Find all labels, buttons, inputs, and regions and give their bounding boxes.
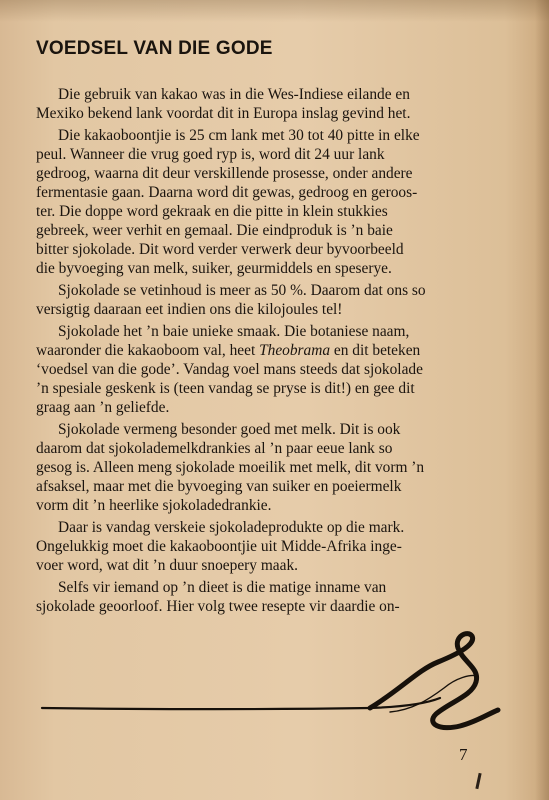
text-line: bitter sjokolade. Dit word verder verwerk deur byvoorbeeld [36, 241, 404, 258]
text-line: Selfs vir iemand op ’n dieet is die matige inname van [58, 579, 387, 596]
text-line: Die gebruik van kakao was in die Wes-Indiese eilande en [58, 86, 410, 103]
paragraph-6 [36, 518, 468, 575]
text-line: gesog is. Alleen meng sjokolade moeilik met melk, dit vorm ’n [36, 459, 425, 476]
text-line: die byvoeging van melk, suiker, geurmiddels en speserye. [36, 260, 392, 277]
paragraph-4 [36, 322, 468, 417]
flourish-swash [370, 634, 498, 728]
body-text [36, 85, 468, 616]
text-line: gedroog, waarna dit deur verskillende prosesse, onder andere [36, 165, 413, 182]
page-shadow-top [0, 0, 549, 22]
text-line: Sjokolade se vetinhoud is meer as 50 %. Daarom dat ons so [58, 282, 426, 299]
paragraph-1 [36, 85, 468, 123]
paragraph-2 [36, 126, 468, 278]
text-line: fermentasie gaan. Daarna word dit gewas, gedroog en geroos- [36, 184, 418, 201]
text-line: vorm dit ’n heerlike sjokoladedrankie. [36, 497, 272, 514]
text-line: Daar is vandag verskeie sjokoladeprodukte op die mark. [58, 519, 405, 536]
text-line: graag aan ’n geliefde. [36, 399, 170, 416]
page-shadow-right [535, 0, 549, 800]
text-line: ter. Die doppe word gekraak en die pitte in klein stukkies [36, 203, 388, 220]
text-line: Die kakaoboontjie is 25 cm lank met 30 tot 40 pitte in elke [58, 127, 420, 144]
text-line: Mexiko bekend lank voordat dit in Europa inslag gevind het. [36, 105, 411, 122]
text-line: gebreek, weer verhit en gemaal. Die eindproduk is ’n baie [36, 222, 393, 239]
paragraph-3 [36, 281, 468, 319]
paragraph-7 [36, 578, 468, 616]
text-line: versigtig daaraan eet indien ons die kilojoules tel! [36, 301, 343, 318]
text-line: sjokolade geoorloof. Hier volg twee resepte vir daardie on- [36, 598, 400, 615]
text-line: Sjokolade vermeng besonder goed met melk. Dit is ook [58, 421, 401, 438]
page-number: 7 [459, 745, 468, 764]
text-segment: waaronder die kakaoboom val, heet [36, 342, 260, 359]
text-line: Ongelukkig moet die kakaoboontjie uit Midde-Afrika inge- [36, 538, 402, 555]
text-line: voer word, wat dit ’n duur snoepery maak. [36, 557, 298, 574]
edge-mark [475, 773, 481, 789]
text-line: ’n spesiale geskenk is (teen vandag se pryse is dit!) en gee dit [36, 380, 415, 397]
text-line: Sjokolade het ’n baie unieke smaak. Die botaniese naam, [58, 323, 410, 340]
text-line: ‘voedsel van die gode’. Vandag voel mans steeds dat sjokolade [36, 361, 423, 378]
page-title: VOEDSEL VAN DIE GODE [36, 38, 273, 59]
text-line: peul. Wanneer die vrug goed ryp is, word dit 24 uur lank [36, 146, 385, 163]
text-line: afsaksel, maar met die byvoeging van suiker en poeiermelk [36, 478, 402, 495]
text-segment: en dit beteken [330, 342, 421, 359]
text-line: daarom dat sjokolademelkdrankies al ’n paar eeue lank so [36, 440, 393, 457]
paragraph-5 [36, 420, 468, 515]
italic-botanical-name: Theobrama [259, 342, 331, 359]
text-line-with-italic [36, 341, 468, 360]
flourish-ornament [40, 630, 510, 735]
